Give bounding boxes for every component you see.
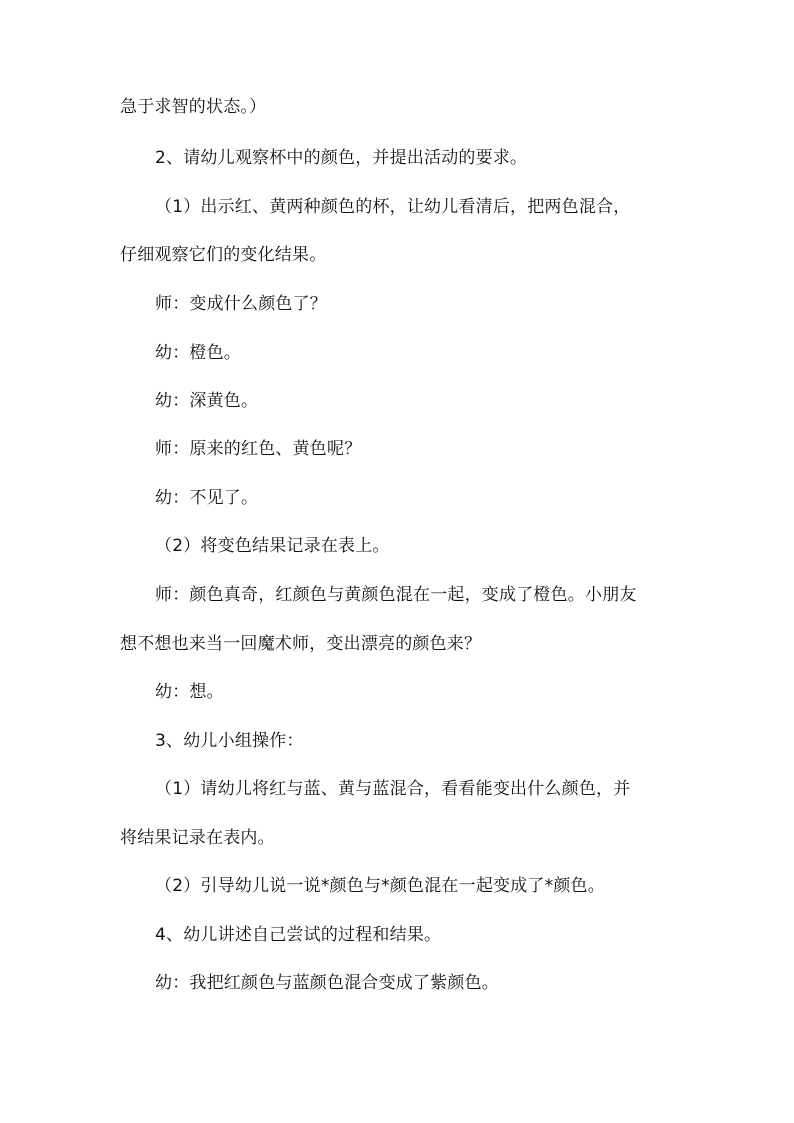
text-line: 幼：想。 — [155, 682, 224, 702]
text-line: 师：颜色真奇，红颜色与黄颜色混在一起，变成了橙色。小朋友 — [155, 585, 637, 605]
text-line: 急于求智的状态。） — [120, 97, 267, 117]
text-line: 幼：深黄色。 — [155, 391, 259, 411]
text-line: 3、幼儿小组操作： — [155, 731, 304, 751]
text-line: （2）引导幼儿说一说*颜色与*颜色混在一起变成了*颜色。 — [155, 876, 605, 896]
text-line: （2）将变色结果记录在表上。 — [155, 536, 390, 556]
text-line: 师：变成什么颜色了？ — [155, 294, 327, 314]
text-line: 幼：橙色。 — [155, 343, 241, 363]
text-line: （1）出示红、黄两种颜色的杯，让幼儿看清后，把两色混合， — [155, 197, 631, 217]
text-line: 仔细观察它们的变化结果。 — [120, 245, 327, 265]
text-line: 幼：不见了。 — [155, 488, 259, 508]
text-line: 想不想也来当一回魔术师，变出漂亮的颜色来？ — [120, 634, 482, 654]
text-line: 将结果记录在表内。 — [120, 828, 275, 848]
text-line: 4、幼儿讲述自己尝试的过程和结果。 — [155, 925, 442, 945]
text-line: （1）请幼儿将红与蓝、黄与蓝混合，看看能变出什么颜色，并 — [155, 779, 631, 799]
text-line: 师：原来的红色、黄色呢？ — [155, 439, 362, 459]
text-line: 幼：我把红颜色与蓝颜色混合变成了紫颜色。 — [155, 973, 499, 993]
text-line: 2、请幼儿观察杯中的颜色，并提出活动的要求。 — [155, 148, 528, 168]
